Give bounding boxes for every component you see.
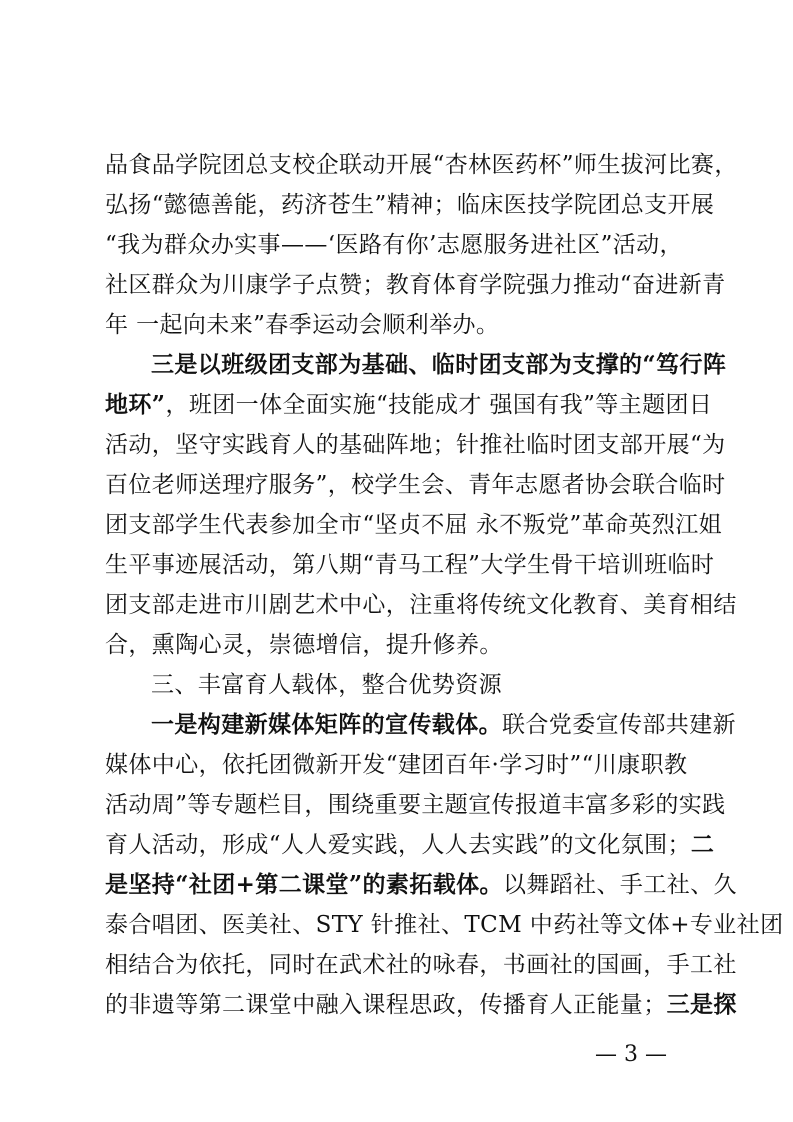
text-line	[105, 705, 736, 745]
text-segment: 相结合为依托，同时在武术社的咏春，书画社的国画，手工社	[105, 952, 737, 978]
text-segment: 弘扬“懿德善能，药济苍生”精神；临床医技学院团总支开展	[105, 192, 715, 218]
text-line	[105, 145, 738, 185]
text-segment: 合，熏陶心灵，崇德增信，提升修养。	[105, 632, 503, 658]
text-segment: 活动周”等专题栏目，围绕重要主题宣传报道丰富多彩的实践	[105, 792, 726, 818]
bold-text-segment: 三是探	[666, 991, 737, 1018]
text-segment: 团支部学生代表参加全市“坚贞不屈 永不叛党”革命英烈江姐	[105, 512, 723, 538]
bold-text-segment: 三是以班级团支部为基础、临时团支部为支撑的“笃行阵	[151, 351, 727, 378]
text-line	[105, 945, 737, 985]
bold-text-segment: 一是构建新媒体矩阵的宣传载体。	[151, 711, 502, 738]
text-line	[105, 305, 705, 345]
text-segment: 百位老师送理疗服务”，校学生会、青年志愿者协会联合临时	[105, 472, 726, 498]
text-line	[105, 425, 726, 465]
text-line	[105, 865, 737, 905]
text-segment: 以舞蹈社、手工社、久	[502, 872, 737, 898]
text-segment: 活动，坚守实践育人的基础阵地；针推社临时团支部开展“为	[105, 432, 726, 458]
text-line	[105, 385, 713, 425]
text-segment: 三、丰富育人载体，整合优势资源	[151, 672, 502, 698]
text-line	[105, 345, 727, 385]
text-segment: 品食品学院团总支校企联动开展“杏林医药杯”师生拔河比赛，	[105, 152, 738, 178]
text-segment: 育人活动，形成“人人爱实践，人人去实践”的文化氛围；	[105, 832, 691, 858]
text-line	[105, 545, 715, 585]
text-line	[105, 825, 715, 865]
bold-text-segment: 是坚持“社团+第二课堂”的素拓载体。	[105, 871, 503, 898]
text-line	[105, 585, 737, 625]
text-segment: 生平事迹展活动，第八期“青马工程”大学生骨干培训班临时	[105, 552, 715, 578]
text-line	[105, 745, 705, 785]
page-number: — 3 —	[595, 1042, 667, 1067]
text-line	[105, 625, 705, 665]
text-line	[105, 785, 726, 825]
text-segment: 媒体中心，依托团微新开发“建团百年·学习时”“川康职教	[105, 752, 688, 778]
text-line	[105, 985, 737, 1025]
text-segment: 团支部走进市川剧艺术中心，注重将传统文化教育、美育相结	[105, 592, 737, 618]
text-line	[105, 665, 705, 705]
text-segment: 联合党委宣传部共建新	[502, 712, 736, 738]
text-segment: 泰合唱团、医美社、STY 针推社、TCM 中药社等文体+专业社团	[105, 912, 784, 938]
text-segment: 年 一起向未来”春季运动会顺利举办。	[105, 312, 500, 338]
text-line	[105, 505, 723, 545]
text-line	[105, 225, 705, 265]
text-segment: 的非遗等第二课堂中融入课程思政，传播育人正能量；	[105, 992, 667, 1018]
text-line	[105, 185, 715, 225]
text-segment: 社区群众为川康学子点赞；教育体育学院强力推动“奋进新青	[105, 272, 726, 298]
text-line	[105, 465, 726, 505]
text-line	[105, 265, 726, 305]
text-segment: ，班团一体全面实施“技能成才 强国有我”等主题团日	[165, 392, 713, 418]
bold-text-segment: 地环”	[105, 391, 166, 418]
bold-text-segment: 二	[690, 831, 715, 858]
text-segment: “我为群众办实事——‘医路有你’志愿服务进社区”活动，	[105, 232, 683, 258]
text-line	[105, 905, 784, 945]
body-text	[105, 145, 784, 1025]
